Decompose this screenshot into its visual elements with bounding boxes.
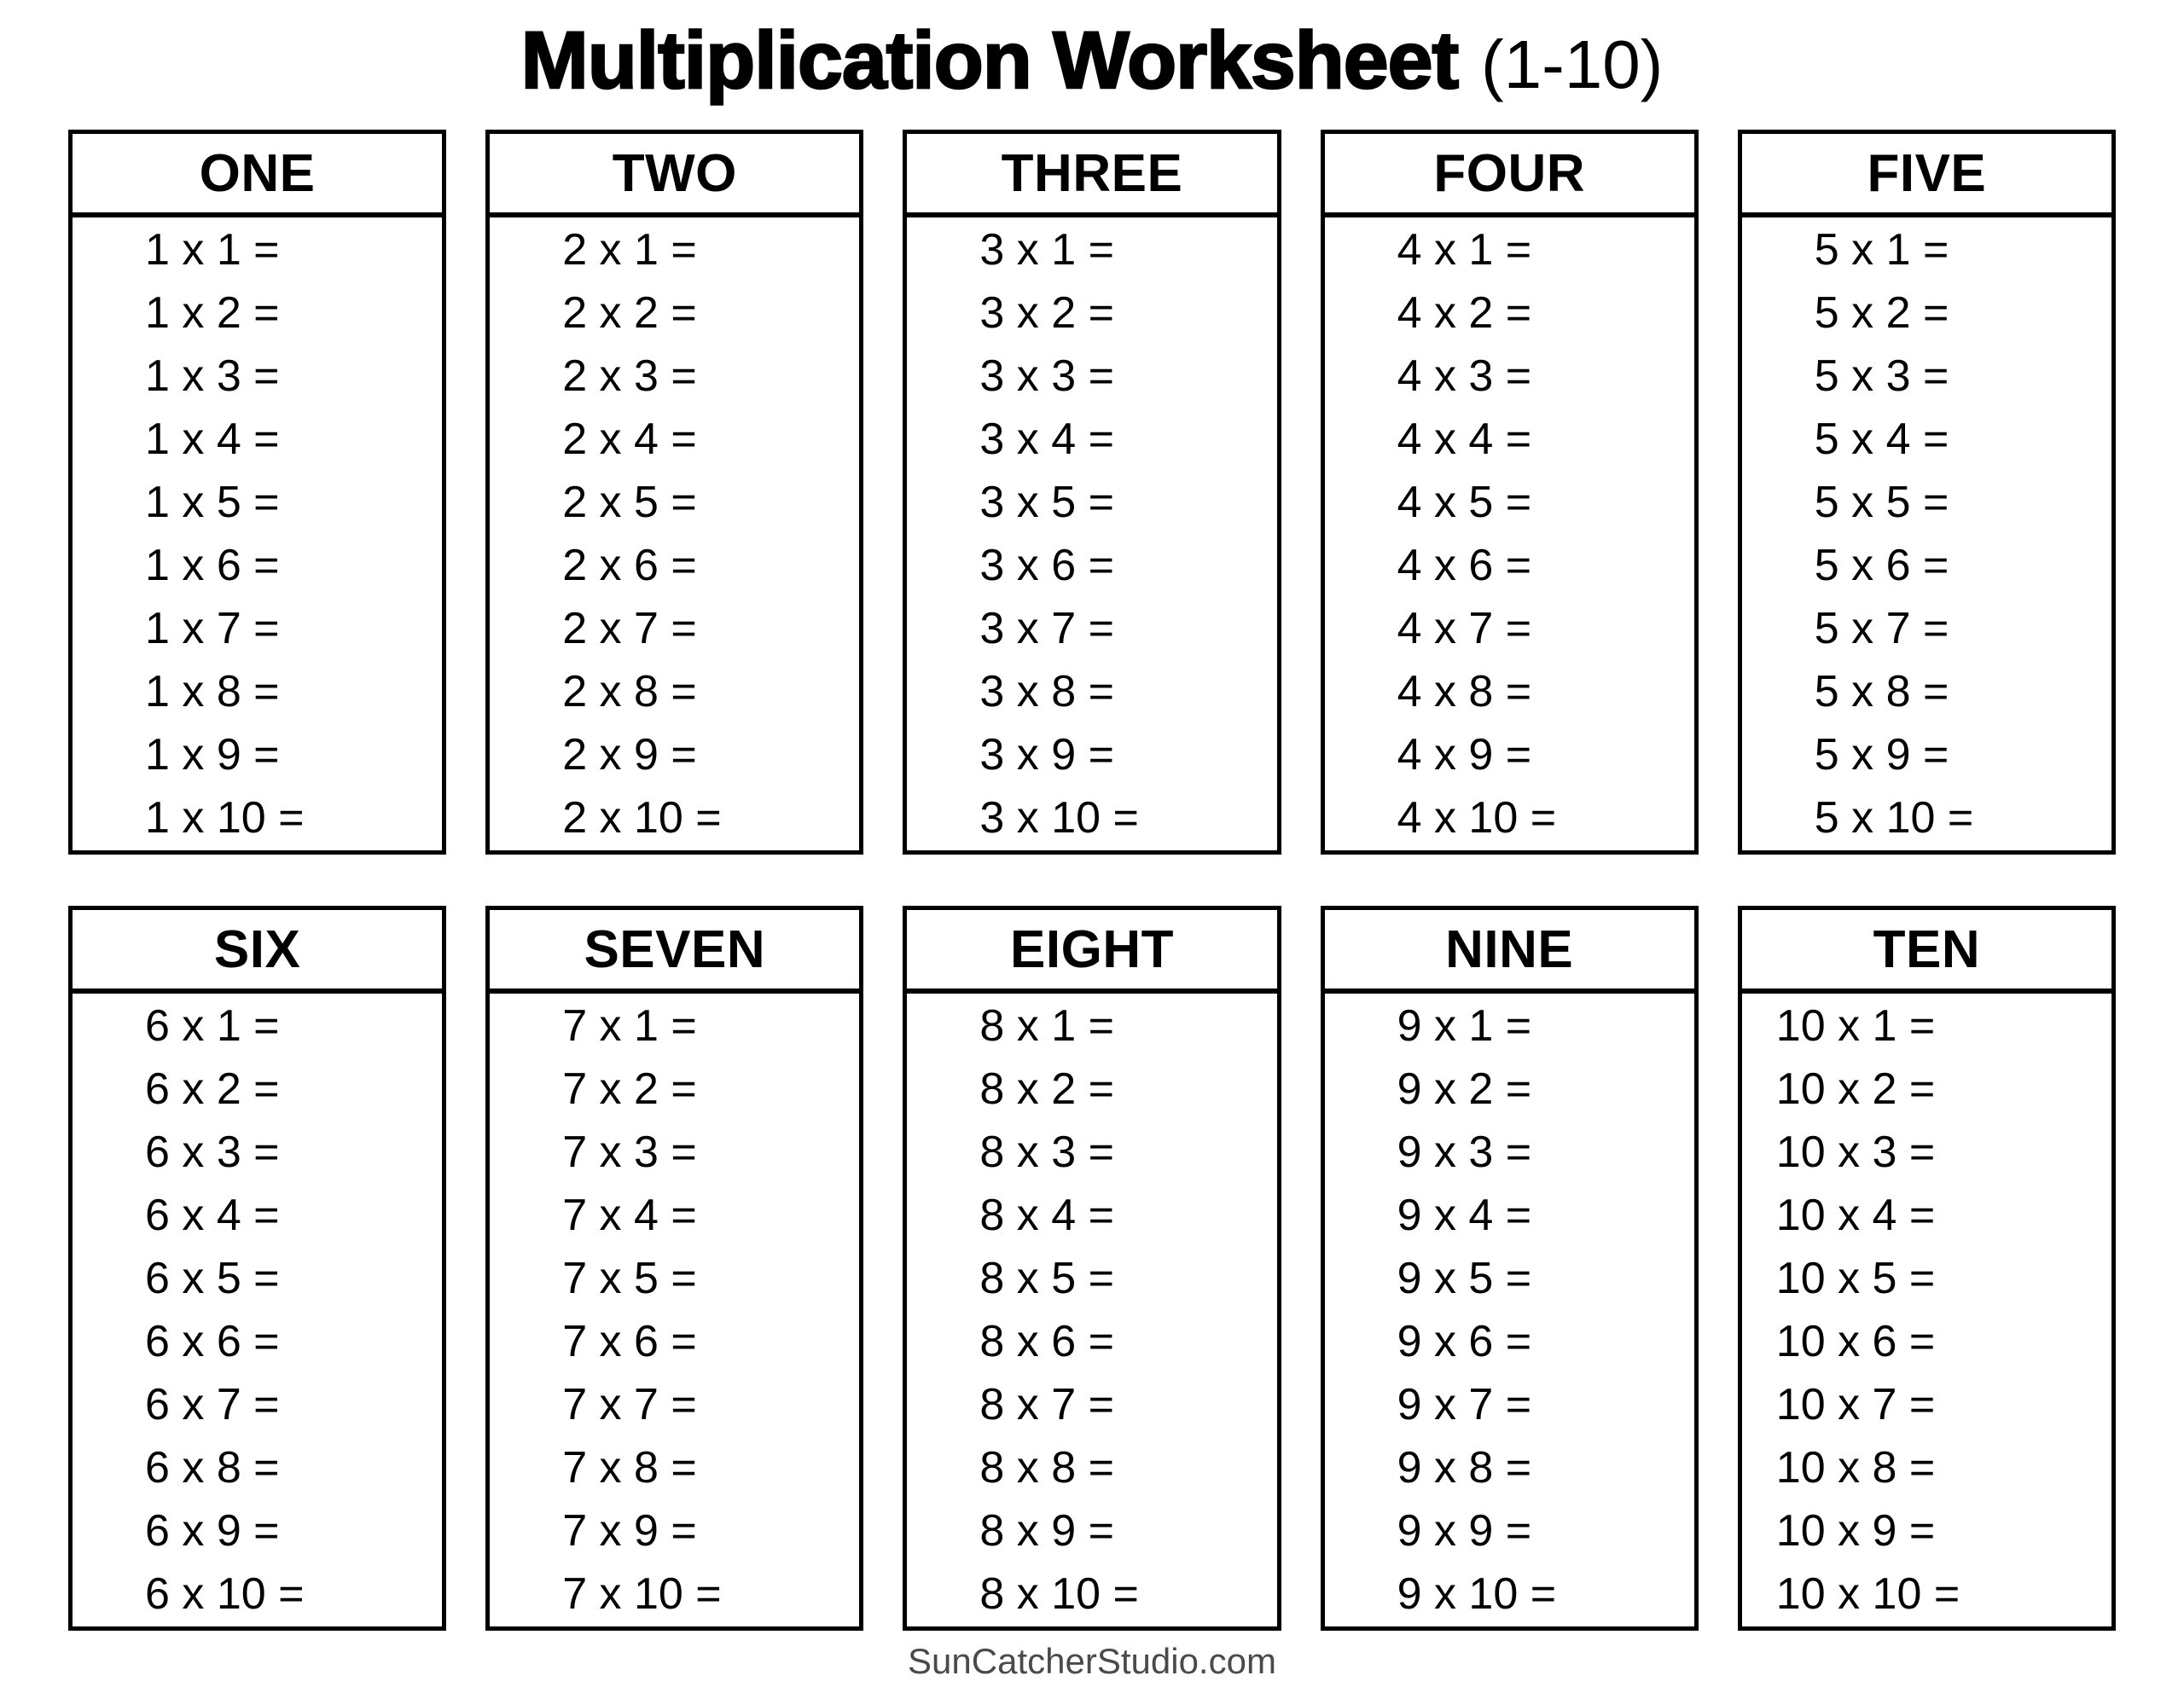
problem-row: 9 x 6 = [1397, 1317, 1532, 1366]
problem-row: 7 x 7 = [562, 1380, 697, 1429]
problem-row: 1 x 2 = [145, 288, 280, 338]
table-ten [1738, 906, 2116, 1631]
problem-row: 7 x 1 = [562, 1001, 697, 1051]
problem-row: 10 x 1 = [1775, 1001, 1936, 1051]
problem-row: 8 x 5 = [979, 1254, 1114, 1303]
problem-row: 8 x 6 = [979, 1317, 1114, 1366]
problem-row: 9 x 5 = [1397, 1254, 1532, 1303]
problem-row: 5 x 10 = [1814, 793, 1974, 843]
problem-row: 4 x 2 = [1397, 288, 1532, 338]
table-four [1321, 130, 1699, 855]
problem-row: 7 x 6 = [562, 1317, 697, 1366]
problem-row: 9 x 2 = [1397, 1064, 1532, 1114]
problem-row: 1 x 8 = [145, 667, 280, 716]
problem-row: 2 x 1 = [562, 225, 697, 275]
footer-credit: SunCatcherStudio.com [908, 1641, 1276, 1681]
table-one [68, 130, 446, 855]
problem-row: 7 x 9 = [562, 1506, 697, 1556]
problem-row: 9 x 7 = [1397, 1380, 1532, 1429]
problem-row: 7 x 10 = [562, 1569, 722, 1619]
problem-row: 5 x 2 = [1814, 288, 1949, 338]
problem-row: 5 x 9 = [1814, 730, 1949, 780]
table-five-header: FIVE [1742, 134, 2111, 217]
table-three [903, 130, 1281, 855]
problem-row: 7 x 5 = [562, 1254, 697, 1303]
problem-row: 8 x 9 = [979, 1506, 1114, 1556]
problem-row: 3 x 4 = [979, 415, 1114, 464]
problem-row: 2 x 4 = [562, 415, 697, 464]
table-four-header: FOUR [1325, 134, 1694, 217]
problem-row: 8 x 8 = [979, 1443, 1114, 1493]
problem-row: 2 x 6 = [562, 541, 697, 590]
table-seven-problems [490, 994, 859, 1626]
table-one-header: ONE [73, 134, 442, 217]
problem-row: 2 x 9 = [562, 730, 697, 780]
problem-row: 4 x 8 = [1397, 667, 1532, 716]
table-two-header: TWO [490, 134, 859, 217]
problem-row: 5 x 1 = [1814, 225, 1949, 275]
problem-row: 3 x 5 = [979, 478, 1114, 527]
table-three-header: THREE [907, 134, 1276, 217]
table-three-problems [907, 217, 1276, 850]
problem-row: 10 x 10 = [1775, 1569, 1960, 1619]
problem-row: 6 x 10 = [145, 1569, 305, 1619]
problem-row: 6 x 4 = [145, 1191, 280, 1240]
problem-row: 2 x 7 = [562, 604, 697, 653]
problem-row: 9 x 1 = [1397, 1001, 1532, 1051]
problem-row: 5 x 7 = [1814, 604, 1949, 653]
problem-row: 6 x 1 = [145, 1001, 280, 1051]
problem-row: 4 x 6 = [1397, 541, 1532, 590]
page-title-range: (1-10) [1481, 26, 1664, 102]
table-seven-header: SEVEN [490, 910, 859, 994]
table-nine-problems [1325, 994, 1694, 1626]
table-nine-header: NINE [1325, 910, 1694, 994]
problem-row: 5 x 5 = [1814, 478, 1949, 527]
problem-row: 10 x 8 = [1775, 1443, 1936, 1493]
problem-row: 2 x 2 = [562, 288, 697, 338]
problem-row: 9 x 10 = [1397, 1569, 1557, 1619]
problem-row: 3 x 3 = [979, 351, 1114, 401]
problem-row: 1 x 10 = [145, 793, 305, 843]
problem-row: 8 x 4 = [979, 1191, 1114, 1240]
table-five [1738, 130, 2116, 855]
problem-row: 4 x 4 = [1397, 415, 1532, 464]
problem-row: 3 x 8 = [979, 667, 1114, 716]
problem-row: 5 x 6 = [1814, 541, 1949, 590]
problem-row: 4 x 9 = [1397, 730, 1532, 780]
problem-row: 10 x 7 = [1775, 1380, 1936, 1429]
problem-row: 2 x 5 = [562, 478, 697, 527]
problem-row: 6 x 2 = [145, 1064, 280, 1114]
problem-row: 6 x 9 = [145, 1506, 280, 1556]
problem-row: 1 x 4 = [145, 415, 280, 464]
tables-grid [68, 130, 2116, 1631]
problem-row: 9 x 4 = [1397, 1191, 1532, 1240]
problem-row: 10 x 4 = [1775, 1191, 1936, 1240]
problem-row: 1 x 6 = [145, 541, 280, 590]
problem-row: 8 x 7 = [979, 1380, 1114, 1429]
problem-row: 4 x 10 = [1397, 793, 1557, 843]
problem-row: 2 x 3 = [562, 351, 697, 401]
problem-row: 9 x 8 = [1397, 1443, 1532, 1493]
problem-row: 4 x 1 = [1397, 225, 1532, 275]
problem-row: 7 x 2 = [562, 1064, 697, 1114]
table-eight [903, 906, 1281, 1631]
problem-row: 3 x 2 = [979, 288, 1114, 338]
problem-row: 4 x 3 = [1397, 351, 1532, 401]
table-nine [1321, 906, 1699, 1631]
problem-row: 3 x 1 = [979, 225, 1114, 275]
problem-row: 5 x 4 = [1814, 415, 1949, 464]
problem-row: 7 x 3 = [562, 1128, 697, 1177]
problem-row: 3 x 10 = [979, 793, 1139, 843]
table-one-problems [73, 217, 442, 850]
table-six-header: SIX [73, 910, 442, 994]
problem-row: 1 x 3 = [145, 351, 280, 401]
table-five-problems [1742, 217, 2111, 850]
page-title [0, 0, 2184, 116]
problem-row: 10 x 2 = [1775, 1064, 1936, 1114]
problem-row: 5 x 8 = [1814, 667, 1949, 716]
problem-row: 1 x 1 = [145, 225, 280, 275]
problem-row: 6 x 5 = [145, 1254, 280, 1303]
problem-row: 1 x 9 = [145, 730, 280, 780]
problem-row: 1 x 7 = [145, 604, 280, 653]
problem-row: 2 x 8 = [562, 667, 697, 716]
table-ten-header: TEN [1742, 910, 2111, 994]
page-title-main: Multiplication Worksheet [520, 15, 1459, 106]
problem-row: 8 x 1 = [979, 1001, 1114, 1051]
problem-row: 5 x 3 = [1814, 351, 1949, 401]
problem-row: 7 x 8 = [562, 1443, 697, 1493]
problem-row: 6 x 3 = [145, 1128, 280, 1177]
table-eight-problems [907, 994, 1276, 1626]
problem-row: 6 x 7 = [145, 1380, 280, 1429]
problem-row: 6 x 8 = [145, 1443, 280, 1493]
problem-row: 3 x 6 = [979, 541, 1114, 590]
problem-row: 10 x 5 = [1775, 1254, 1936, 1303]
problem-row: 9 x 9 = [1397, 1506, 1532, 1556]
table-ten-problems [1742, 994, 2111, 1626]
table-four-problems [1325, 217, 1694, 850]
problem-row: 3 x 7 = [979, 604, 1114, 653]
table-two [485, 130, 863, 855]
problem-row: 1 x 5 = [145, 478, 280, 527]
problem-row: 10 x 3 = [1775, 1128, 1936, 1177]
problem-row: 6 x 6 = [145, 1317, 280, 1366]
problem-row: 2 x 10 = [562, 793, 722, 843]
problem-row: 7 x 4 = [562, 1191, 697, 1240]
problem-row: 9 x 3 = [1397, 1128, 1532, 1177]
table-six-problems [73, 994, 442, 1626]
problem-row: 8 x 3 = [979, 1128, 1114, 1177]
table-two-problems [490, 217, 859, 850]
problem-row: 10 x 6 = [1775, 1317, 1936, 1366]
table-six [68, 906, 446, 1631]
problem-row: 8 x 10 = [979, 1569, 1139, 1619]
problem-row: 4 x 7 = [1397, 604, 1532, 653]
problem-row: 4 x 5 = [1397, 478, 1532, 527]
problem-row: 3 x 9 = [979, 730, 1114, 780]
problem-row: 10 x 9 = [1775, 1506, 1936, 1556]
problem-row: 8 x 2 = [979, 1064, 1114, 1114]
table-eight-header: EIGHT [907, 910, 1276, 994]
table-seven [485, 906, 863, 1631]
